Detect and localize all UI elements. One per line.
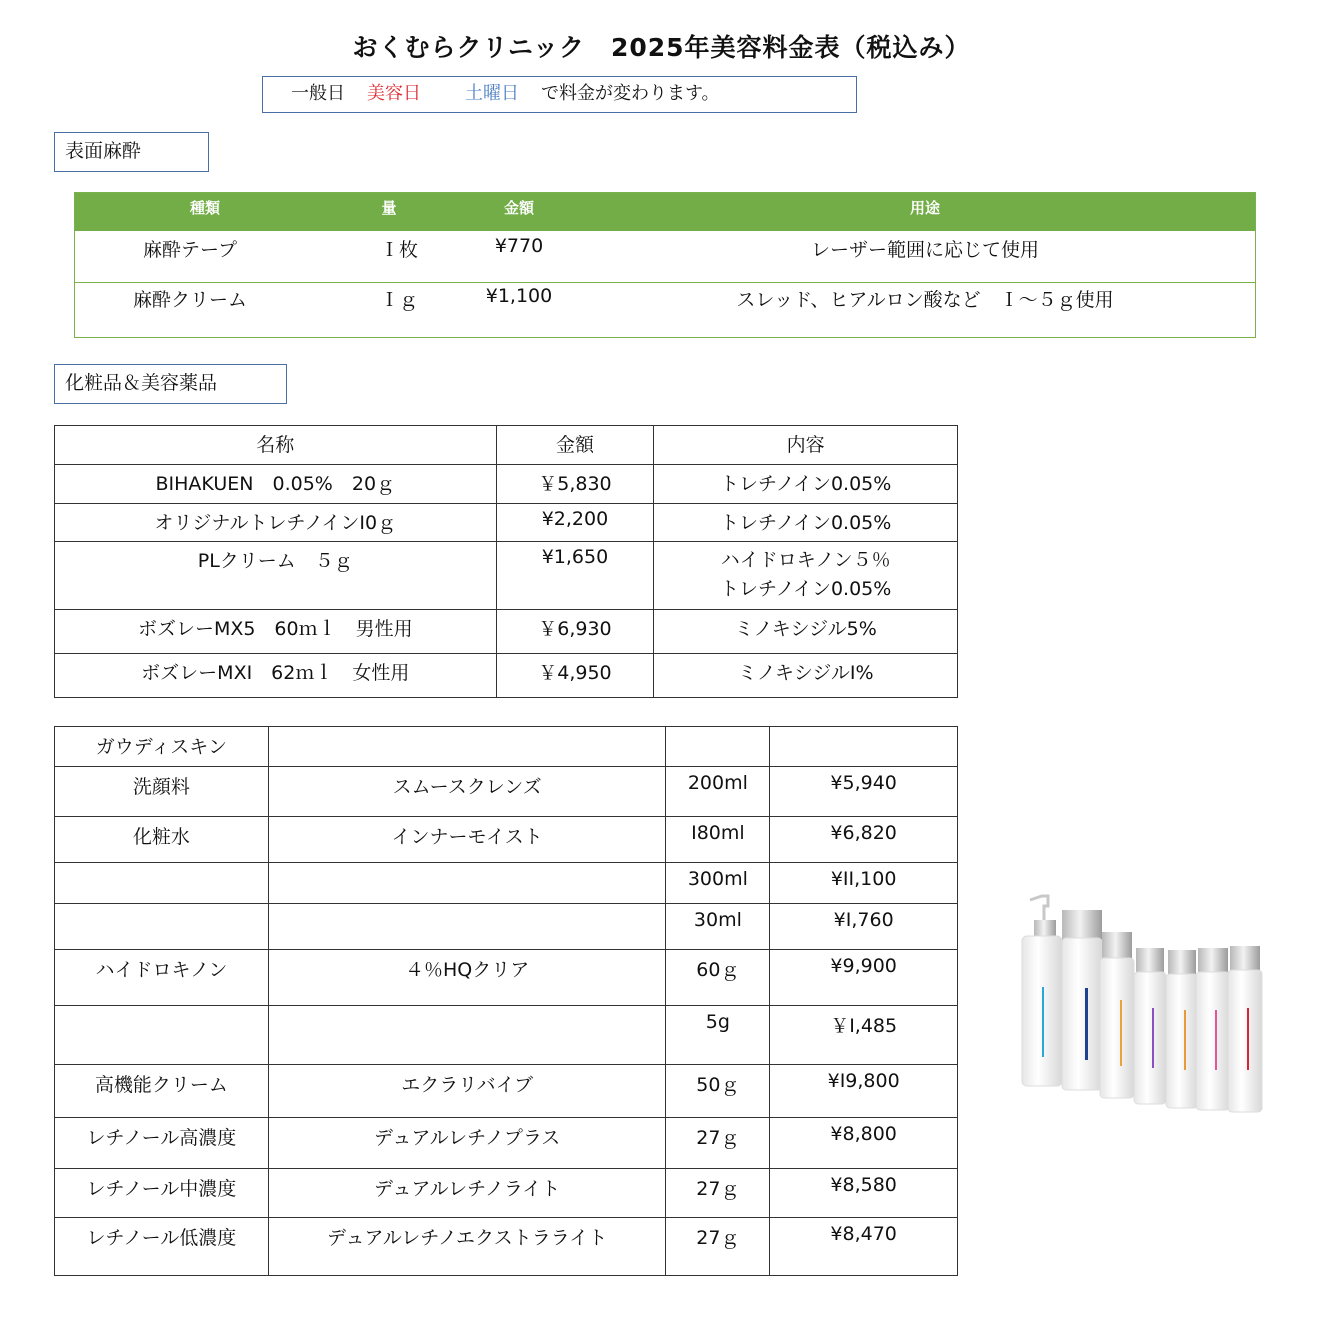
cell-product: インナーモイスト [268, 817, 666, 863]
table-row [55, 1169, 958, 1218]
notice-box [262, 76, 857, 113]
cell-price: ¥770 [494, 235, 544, 257]
cell-price: ¥8,580 [770, 1169, 958, 1218]
header-price: 金額 [496, 426, 654, 465]
cell-product: デュアルレチノライト [268, 1169, 666, 1218]
cell-price: ¥1,650 [496, 542, 654, 610]
cell-category: ハイドロキノン [55, 950, 269, 1006]
cell-name: オリジナルトレチノインI0ｇ [55, 504, 497, 542]
cell-category: レチノール中濃度 [55, 1169, 269, 1218]
page-title: おくむらクリニック 2025年美容料金表（税込み） [352, 33, 971, 62]
cell-content: ミノキシジル5% [654, 610, 958, 654]
cell-price: ¥I,760 [770, 904, 958, 950]
cell-price: ￥4,950 [496, 654, 654, 698]
cell-product: ４％HQクリア [268, 950, 666, 1006]
brand-name: ガウディスキン [55, 727, 269, 767]
cell-size: 200ml [666, 767, 770, 817]
cell-size: 300ml [666, 863, 770, 904]
cell-size: 50ｇ [666, 1065, 770, 1118]
cell-product: スムースクレンズ [268, 767, 666, 817]
cell-product [268, 1006, 666, 1065]
cell-price: ¥I9,800 [770, 1065, 958, 1118]
cell-price: ¥8,470 [770, 1218, 958, 1276]
cell-product [268, 863, 666, 904]
table-row [55, 950, 958, 1006]
cell-size: 27ｇ [666, 1169, 770, 1218]
gaudi-skin-table [54, 726, 958, 1276]
cell-category: 化粧水 [55, 817, 269, 863]
cell-category [55, 904, 269, 950]
table-row [55, 817, 958, 863]
cell-size: 5g [666, 1006, 770, 1065]
cell-quantity: Ｉ枚 [379, 239, 418, 261]
cell-name: BIHAKUEN 0.05% 20ｇ [55, 465, 497, 504]
anesthesia-header-row [75, 193, 1255, 231]
table-row [55, 1218, 958, 1276]
header-quantity: 量 [381, 199, 397, 217]
cell-product: エクラリバイブ [268, 1065, 666, 1118]
cell-product [268, 904, 666, 950]
table-row [55, 767, 958, 817]
header-content: 内容 [654, 426, 958, 465]
header-price: 金額 [503, 199, 534, 217]
cosmetics-table [54, 425, 958, 698]
table-row [55, 863, 958, 904]
notice-suffix: で料金が変わります。 [541, 83, 720, 104]
cell-product: デュアルレチノエクストラライト [268, 1218, 666, 1276]
cell-content: トレチノイン0.05% [654, 465, 958, 504]
cell-name: ボズレーMXI 62ｍｌ 女性用 [55, 654, 497, 698]
cell-category: 高機能クリーム [55, 1065, 269, 1118]
cell-price: ¥II,100 [770, 863, 958, 904]
table-row [55, 610, 958, 654]
table-row [55, 504, 958, 542]
cell-size: 60ｇ [666, 950, 770, 1006]
notice-saturday: 土曜日 [465, 83, 519, 104]
table-row [55, 465, 958, 504]
table-row [55, 542, 958, 610]
table-header-row [55, 727, 958, 767]
row-divider [75, 282, 1255, 283]
cell-content: ミノキシジルI% [654, 654, 958, 698]
cell-price: ￥I,485 [770, 1006, 958, 1065]
cell-usage: スレッド、ヒアルロン酸など Ｉ～５ｇ使用 [736, 289, 1114, 311]
table-row [55, 1118, 958, 1169]
table-row [55, 904, 958, 950]
cell-size: I80ml [666, 817, 770, 863]
cell-product: デュアルレチノプラス [268, 1118, 666, 1169]
cell-price: ¥8,800 [770, 1118, 958, 1169]
cell-price: ¥5,940 [770, 767, 958, 817]
cell-category: 洗顔料 [55, 767, 269, 817]
table-row [55, 1065, 958, 1118]
cell-type: 麻酔テープ [142, 239, 238, 261]
cell-price: ¥9,900 [770, 950, 958, 1006]
cell-size: 27ｇ [666, 1218, 770, 1276]
cell-category: レチノール高濃度 [55, 1118, 269, 1169]
cell-usage: レーザー範囲に応じて使用 [810, 239, 1039, 261]
cell-price: ¥1,100 [485, 285, 553, 307]
cell-content-line: トレチノイン0.05% [720, 578, 892, 600]
header-usage: 用途 [909, 199, 940, 217]
header-type: 種類 [189, 199, 220, 217]
cell-price: ¥6,820 [770, 817, 958, 863]
cell-category [55, 863, 269, 904]
cell-price: ¥2,200 [496, 504, 654, 542]
table-row [55, 654, 958, 698]
cell-name: ボズレーMX5 60ｍｌ 男性用 [55, 610, 497, 654]
cell-content [654, 542, 958, 610]
table-header-row [55, 426, 958, 465]
product-bottles-image [1012, 892, 1270, 1118]
cell-content-line: ハイドロキノン５％ [720, 549, 891, 571]
cell-size: 30ml [666, 904, 770, 950]
notice-beauty-day: 美容日 [367, 83, 421, 104]
section-label-anesthesia: 表面麻酔 [54, 132, 209, 172]
cell-content: トレチノイン0.05% [654, 504, 958, 542]
cell-price: ￥6,930 [496, 610, 654, 654]
cell-category [55, 1006, 269, 1065]
cell-type: 麻酔クリーム [132, 289, 247, 311]
table-row [55, 1006, 958, 1065]
notice-normal-day: 一般日 [291, 83, 345, 104]
cell-size: 27ｇ [666, 1118, 770, 1169]
header-name: 名称 [55, 426, 497, 465]
cell-name: PLクリーム ５ｇ [55, 542, 497, 610]
cell-quantity: Ｉｇ [379, 289, 418, 311]
section-label-cosmetics: 化粧品＆美容薬品 [54, 364, 287, 404]
cell-price: ￥5,830 [496, 465, 654, 504]
cell-category: レチノール低濃度 [55, 1218, 269, 1276]
anesthesia-table [74, 192, 1256, 338]
